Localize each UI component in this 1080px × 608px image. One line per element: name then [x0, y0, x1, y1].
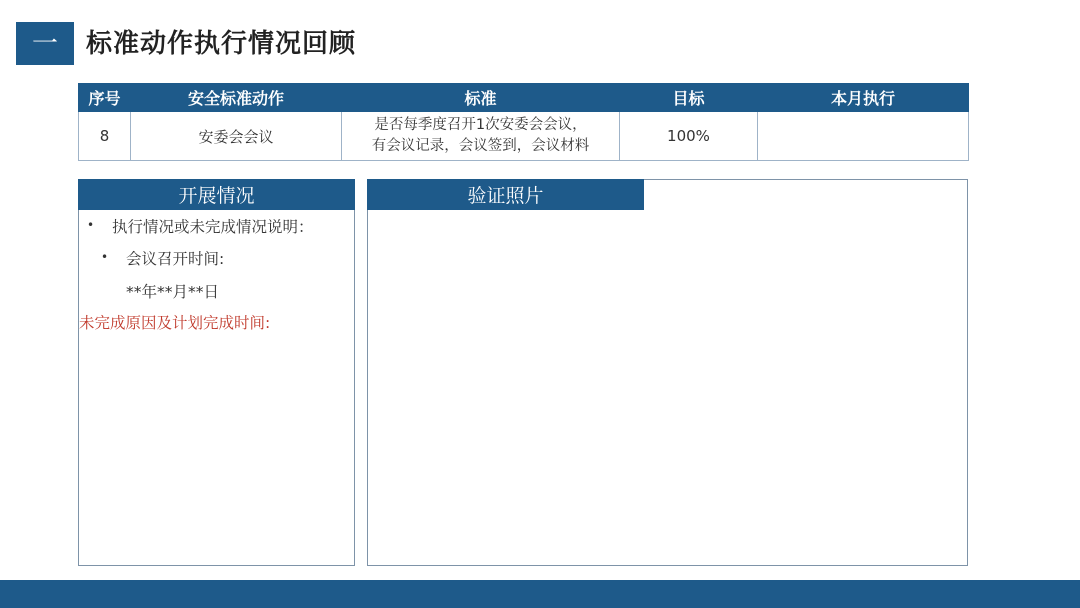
section-number-badge: 一 [16, 22, 74, 65]
meeting-date-value: **年**月**日 [126, 283, 220, 301]
cell-standard: 是否每季度召开1次安委会会议， 有会议记录，会议签到，会议材料 [342, 112, 620, 161]
column-header-action: 安全标准动作 [131, 84, 342, 112]
cell-monthly-execution[interactable] [758, 112, 969, 161]
bullet-icon: • [87, 218, 95, 232]
table-row [79, 112, 969, 161]
incomplete-reason-label: 未完成原因及计划完成时间: [79, 314, 271, 332]
footer-bar [0, 580, 1080, 608]
bullet-icon: • [101, 250, 109, 264]
column-header-target: 目标 [620, 84, 758, 112]
meeting-time-label: 会议召开时间: [126, 250, 225, 268]
column-header-monthly-execution: 本月执行 [758, 84, 969, 112]
progress-panel [78, 179, 355, 566]
page-title: 标准动作执行情况回顾 [86, 29, 357, 59]
column-header-standard: 标准 [342, 84, 620, 112]
cell-index: 8 [79, 112, 131, 161]
column-header-index: 序号 [79, 84, 131, 112]
cell-target: 100% [620, 112, 758, 161]
progress-panel-title: 开展情况 [78, 179, 355, 210]
verification-photos-panel [367, 179, 968, 566]
cell-action: 安委会会议 [131, 112, 342, 161]
verification-photos-title: 验证照片 [367, 179, 644, 210]
standard-action-table [78, 83, 969, 161]
table-header-row [79, 84, 969, 112]
execution-description-label: 执行情况或未完成情况说明： [112, 218, 314, 236]
